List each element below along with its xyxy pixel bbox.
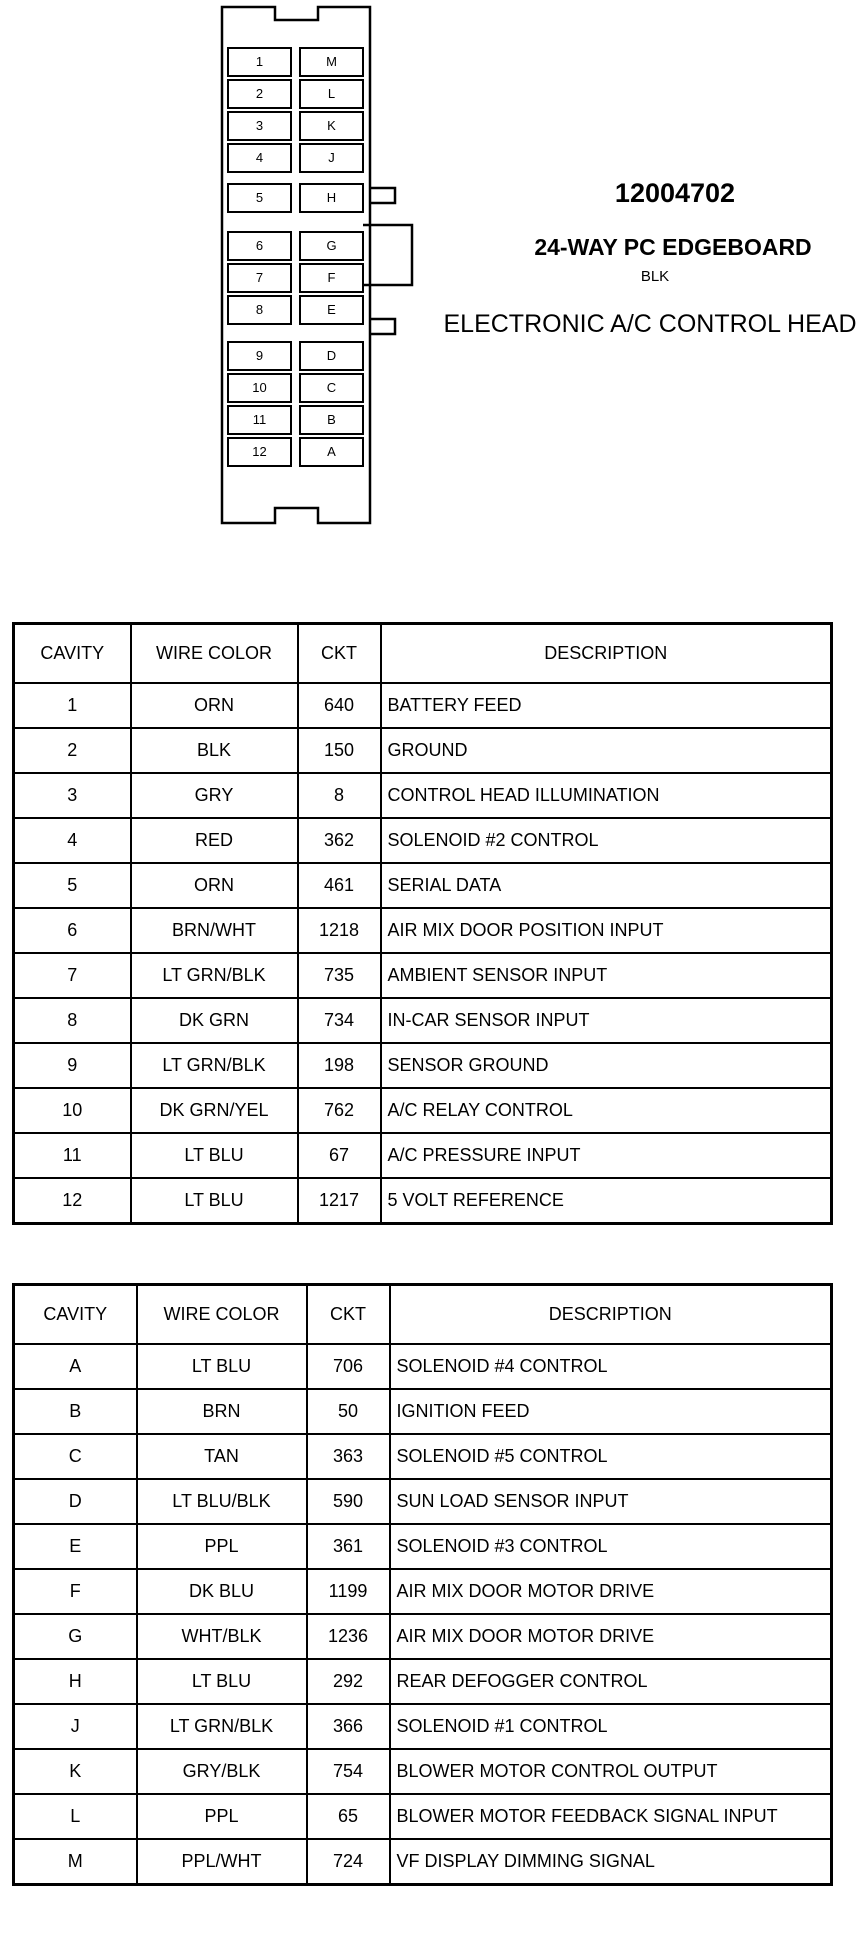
cell-ckt: 754: [307, 1749, 390, 1794]
cell-cavity: 12: [14, 1178, 131, 1224]
cell-wire-color: LT BLU/BLK: [137, 1479, 307, 1524]
header-cavity: CAVITY: [14, 624, 131, 684]
table-row: [14, 1794, 832, 1839]
cell-wire-color: BRN: [137, 1389, 307, 1434]
pin-left-label: 2: [255, 86, 264, 101]
cell-description: SERIAL DATA: [381, 863, 832, 908]
pin-left-label: 7: [255, 270, 264, 285]
table-row: [14, 1178, 832, 1224]
cell-ckt: 366: [307, 1704, 390, 1749]
cell-wire-color: LT GRN/BLK: [131, 953, 298, 998]
cell-ckt: 1199: [307, 1569, 390, 1614]
cell-ckt: 706: [307, 1344, 390, 1389]
cell-ckt: 65: [307, 1794, 390, 1839]
cell-description: A/C PRESSURE INPUT: [381, 1133, 832, 1178]
cell-wire-color: DK BLU: [137, 1569, 307, 1614]
pin-right-label: J: [328, 150, 335, 165]
table-row: [14, 1479, 832, 1524]
header-description: DESCRIPTION: [381, 624, 832, 684]
cell-description: SOLENOID #1 CONTROL: [390, 1704, 832, 1749]
cell-description: IN-CAR SENSOR INPUT: [381, 998, 832, 1043]
cell-cavity: L: [14, 1794, 137, 1839]
connector-name: ELECTRONIC A/C CONTROL HEAD: [443, 310, 857, 338]
cell-description: AIR MIX DOOR MOTOR DRIVE: [390, 1569, 832, 1614]
pin-left-label: 1: [255, 54, 264, 69]
cell-cavity: C: [14, 1434, 137, 1479]
cell-wire-color: WHT/BLK: [137, 1614, 307, 1659]
cell-cavity: 3: [14, 773, 131, 818]
cell-cavity: 1: [14, 683, 131, 728]
cell-ckt: 1236: [307, 1614, 390, 1659]
pinout-table-alpha: [12, 1283, 833, 1886]
cell-wire-color: PPL: [137, 1524, 307, 1569]
cell-wire-color: DK GRN: [131, 998, 298, 1043]
cell-description: GROUND: [381, 728, 832, 773]
header-wire-color: WIRE COLOR: [131, 624, 298, 684]
cell-wire-color: LT GRN/BLK: [131, 1043, 298, 1088]
cell-wire-color: LT BLU: [131, 1133, 298, 1178]
cell-cavity: 4: [14, 818, 131, 863]
pin-left-label: 3: [255, 118, 264, 133]
cell-ckt: 361: [307, 1524, 390, 1569]
cell-description: SOLENOID #4 CONTROL: [390, 1344, 832, 1389]
header-ckt: CKT: [307, 1285, 390, 1345]
cell-ckt: 150: [298, 728, 381, 773]
cell-ckt: 67: [298, 1133, 381, 1178]
cell-ckt: 640: [298, 683, 381, 728]
table-row: [14, 1133, 832, 1178]
cell-cavity: 8: [14, 998, 131, 1043]
cell-cavity: 7: [14, 953, 131, 998]
cell-wire-color: ORN: [131, 683, 298, 728]
pin-right-label: D: [326, 348, 337, 363]
pin-right-label: L: [327, 86, 336, 101]
table-row: [14, 818, 832, 863]
pin-right-label: A: [327, 444, 336, 459]
cell-ckt: 292: [307, 1659, 390, 1704]
cell-wire-color: GRY: [131, 773, 298, 818]
cell-ckt: 762: [298, 1088, 381, 1133]
pin-right-label: M: [326, 54, 337, 69]
pin-right-label: E: [327, 302, 336, 317]
table-row: [14, 1749, 832, 1794]
table-row: [14, 1043, 832, 1088]
table-row: [14, 683, 832, 728]
cell-description: AIR MIX DOOR POSITION INPUT: [381, 908, 832, 953]
cell-ckt: 198: [298, 1043, 381, 1088]
cell-ckt: 461: [298, 863, 381, 908]
cell-cavity: H: [14, 1659, 137, 1704]
header-cavity: CAVITY: [14, 1285, 137, 1345]
pin-right-label: F: [327, 270, 336, 285]
pin-right-label: G: [326, 238, 337, 253]
cell-wire-color: LT BLU: [131, 1178, 298, 1224]
pin-left-label: 8: [255, 302, 264, 317]
connector-color: BLK: [640, 268, 670, 285]
part-number: 12004702: [614, 178, 736, 208]
cell-description: SOLENOID #5 CONTROL: [390, 1434, 832, 1479]
pin-left-label: 4: [255, 150, 264, 165]
cell-cavity: 5: [14, 863, 131, 908]
table-row: [14, 1569, 832, 1614]
pin-left-label: 9: [255, 348, 264, 363]
table-row: [14, 1659, 832, 1704]
table-row: [14, 908, 832, 953]
table-row: [14, 1839, 832, 1885]
cell-description: AMBIENT SENSOR INPUT: [381, 953, 832, 998]
pinout-table-numeric: [12, 622, 833, 1225]
cell-wire-color: LT GRN/BLK: [137, 1704, 307, 1749]
cell-wire-color: PPL/WHT: [137, 1839, 307, 1885]
cell-cavity: G: [14, 1614, 137, 1659]
table-row: [14, 1614, 832, 1659]
cell-wire-color: TAN: [137, 1434, 307, 1479]
pin-right-label: H: [326, 190, 337, 205]
cell-ckt: 724: [307, 1839, 390, 1885]
cell-description: VF DISPLAY DIMMING SIGNAL: [390, 1839, 832, 1885]
table-row: [14, 1389, 832, 1434]
cell-wire-color: LT BLU: [137, 1344, 307, 1389]
cell-cavity: J: [14, 1704, 137, 1749]
cell-cavity: E: [14, 1524, 137, 1569]
cell-cavity: M: [14, 1839, 137, 1885]
table-row: [14, 773, 832, 818]
cell-ckt: 590: [307, 1479, 390, 1524]
table-row: [14, 728, 832, 773]
connector-type: 24-WAY PC EDGEBOARD: [534, 234, 812, 260]
cell-description: IGNITION FEED: [390, 1389, 832, 1434]
cell-ckt: 362: [298, 818, 381, 863]
pin-left-label: 12: [252, 444, 267, 459]
pin-right-label: C: [326, 380, 337, 395]
header-wire-color: WIRE COLOR: [137, 1285, 307, 1345]
cell-wire-color: PPL: [137, 1794, 307, 1839]
pin-right-label: B: [327, 412, 336, 427]
cell-cavity: 11: [14, 1133, 131, 1178]
table-header-row: [14, 1285, 832, 1345]
table-row: [14, 1344, 832, 1389]
pin-left-label: 5: [255, 190, 264, 205]
cell-cavity: 6: [14, 908, 131, 953]
table-header-row: [14, 624, 832, 684]
cell-description: CONTROL HEAD ILLUMINATION: [381, 773, 832, 818]
cell-ckt: 363: [307, 1434, 390, 1479]
cell-description: 5 VOLT REFERENCE: [381, 1178, 832, 1224]
cell-description: A/C RELAY CONTROL: [381, 1088, 832, 1133]
cell-wire-color: ORN: [131, 863, 298, 908]
cell-description: BLOWER MOTOR FEEDBACK SIGNAL INPUT: [390, 1794, 832, 1839]
cell-ckt: 8: [298, 773, 381, 818]
cell-description: SENSOR GROUND: [381, 1043, 832, 1088]
cell-description: REAR DEFOGGER CONTROL: [390, 1659, 832, 1704]
table-row: [14, 1704, 832, 1749]
cell-ckt: 1218: [298, 908, 381, 953]
pin-right-label: K: [327, 118, 336, 133]
header-description: DESCRIPTION: [390, 1285, 832, 1345]
cell-ckt: 735: [298, 953, 381, 998]
cell-ckt: 50: [307, 1389, 390, 1434]
cell-description: AIR MIX DOOR MOTOR DRIVE: [390, 1614, 832, 1659]
cell-cavity: A: [14, 1344, 137, 1389]
cell-description: BLOWER MOTOR CONTROL OUTPUT: [390, 1749, 832, 1794]
table-row: [14, 1088, 832, 1133]
cell-wire-color: GRY/BLK: [137, 1749, 307, 1794]
pin-left-label: 10: [252, 380, 267, 395]
table-row: [14, 953, 832, 998]
cell-wire-color: RED: [131, 818, 298, 863]
cell-cavity: B: [14, 1389, 137, 1434]
table-row: [14, 1524, 832, 1569]
cell-cavity: 2: [14, 728, 131, 773]
table-row: [14, 1434, 832, 1479]
cell-description: SOLENOID #3 CONTROL: [390, 1524, 832, 1569]
pin-left-label: 11: [252, 412, 267, 427]
cell-wire-color: BLK: [131, 728, 298, 773]
header-ckt: CKT: [298, 624, 381, 684]
cell-ckt: 734: [298, 998, 381, 1043]
cell-description: SUN LOAD SENSOR INPUT: [390, 1479, 832, 1524]
cell-wire-color: BRN/WHT: [131, 908, 298, 953]
table-row: [14, 998, 832, 1043]
cell-ckt: 1217: [298, 1178, 381, 1224]
table-row: [14, 863, 832, 908]
cell-cavity: K: [14, 1749, 137, 1794]
cell-wire-color: LT BLU: [137, 1659, 307, 1704]
cell-cavity: F: [14, 1569, 137, 1614]
cell-cavity: D: [14, 1479, 137, 1524]
cell-description: SOLENOID #2 CONTROL: [381, 818, 832, 863]
cell-cavity: 9: [14, 1043, 131, 1088]
cell-description: BATTERY FEED: [381, 683, 832, 728]
pin-left-label: 6: [255, 238, 264, 253]
cell-cavity: 10: [14, 1088, 131, 1133]
cell-wire-color: DK GRN/YEL: [131, 1088, 298, 1133]
